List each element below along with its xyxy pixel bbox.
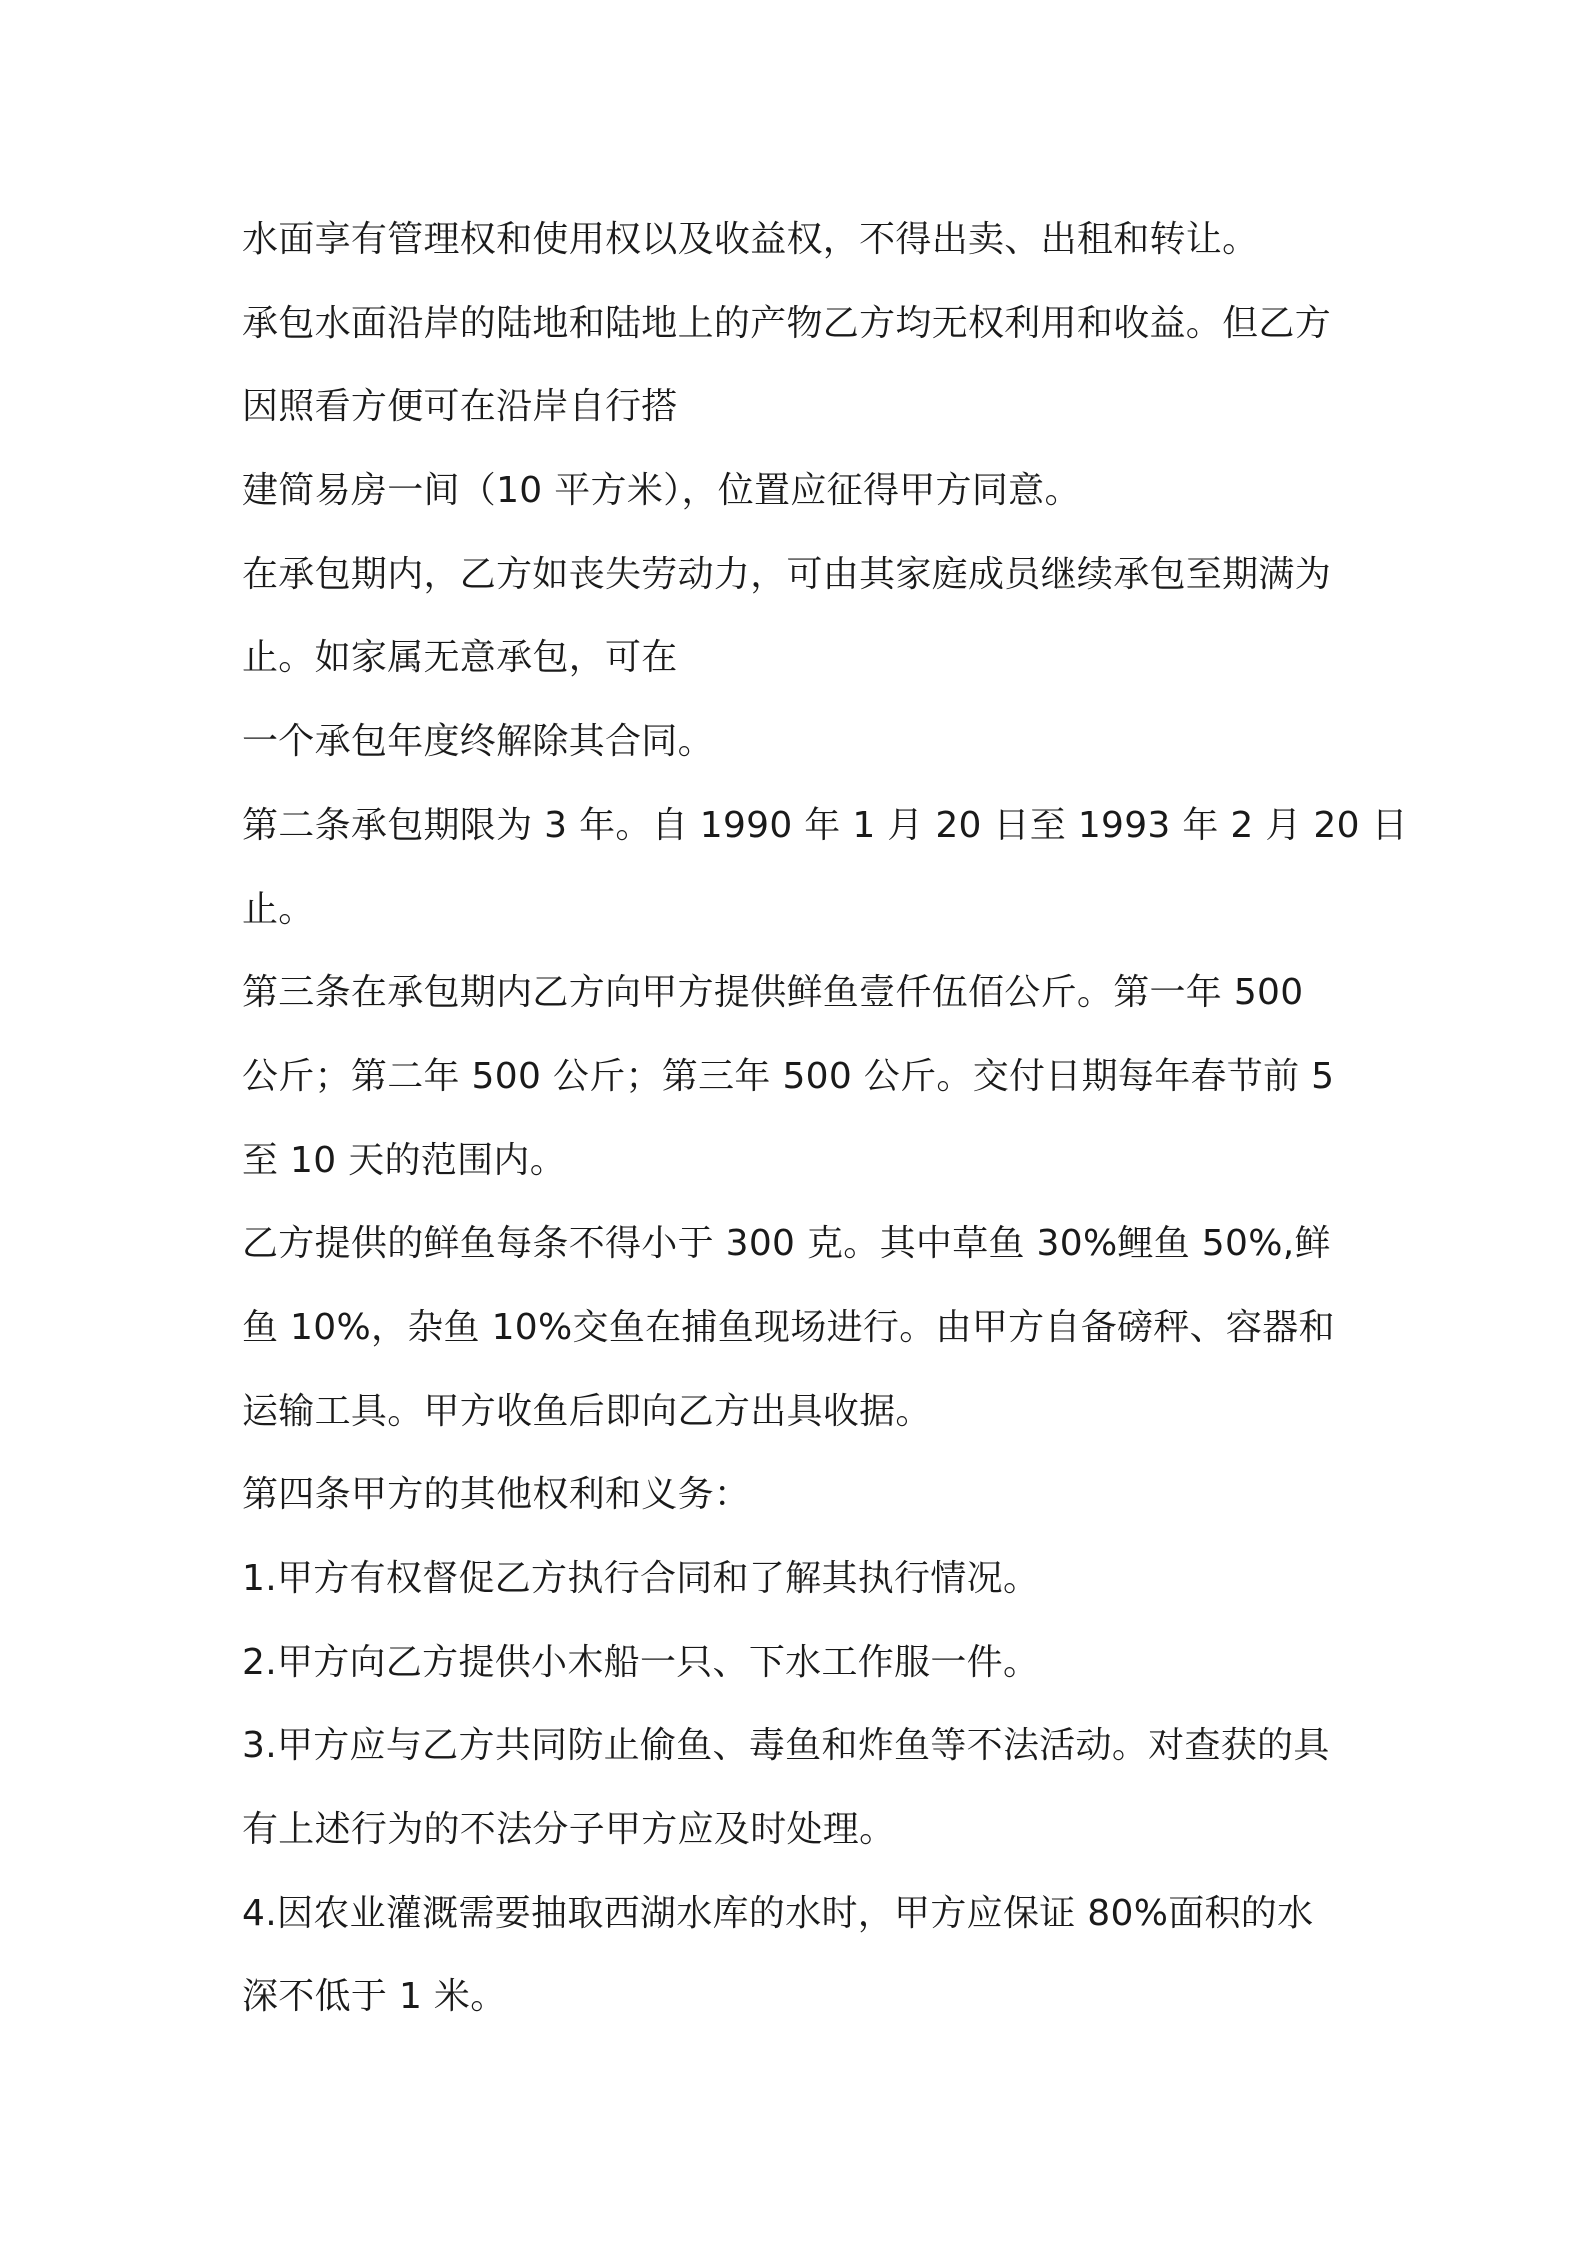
text-line: 水面享有管理权和使用权以及收益权，不得出卖、出租和转让。 [242,219,1259,260]
text-line: 1.甲方有权督促乙方执行合同和了解其执行情况。 [242,1558,1040,1599]
text-line: 第四条甲方的其他权利和义务： [242,1474,751,1516]
text-line: 承包水面沿岸的陆地和陆地上的产物乙方均无权利用和收益。但乙方 [242,302,1332,344]
text-line: 第三条在承包期内乙方向甲方提供鲜鱼壹仟伍佰公斤。第一年 500 [242,972,1304,1014]
text-line: 在承包期内，乙方如丧失劳动力，可由其家庭成员继续承包至期满为 [242,553,1332,595]
text-line: 一个承包年度终解除其合同。 [242,721,714,763]
text-line: 止。如家属无意承包，可在 [242,637,678,679]
contract-text [242,198,1408,2039]
text-line: 3.甲方应与乙方共同防止偷鱼、毒鱼和炸鱼等不法活动。对查获的具 [242,1725,1330,1767]
text-line: 运输工具。甲方收鱼后即向乙方出具收据。 [242,1390,932,1432]
text-line: 因照看方便可在沿岸自行搭 [242,386,678,428]
text-line: 深不低于 1 米。 [242,1976,507,2018]
text-line: 公斤；第二年 500 公斤；第三年 500 公斤。交付日期每年春节前 5 [242,1055,1335,1097]
text-line: 2.甲方向乙方提供小木船一只、下水工作服一件。 [242,1641,1040,1683]
text-line: 4.因农业灌溉需要抽取西湖水库的水时，甲方应保证 80%面积的水 [242,1892,1314,1934]
text-line: 有上述行为的不法分子甲方应及时处理。 [242,1809,896,1851]
text-line: 建简易房一间（10 平方米），位置应征得甲方同意。 [242,470,1081,512]
text-line: 乙方提供的鲜鱼每条不得小于 300 克。其中草鱼 30%鲤鱼 50%,鲜 [242,1223,1331,1265]
text-line: 止。 [242,888,315,930]
text-line: 第二条承包期限为 3 年。自 1990 年 1 月 20 日至 1993 年 2 月 20 日 [242,804,1408,846]
text-line: 鱼 10%，杂鱼 10%交鱼在捕鱼现场进行。由甲方自备磅秤、容器和 [242,1306,1335,1348]
text-line: 至 10 天的范围内。 [242,1139,566,1181]
